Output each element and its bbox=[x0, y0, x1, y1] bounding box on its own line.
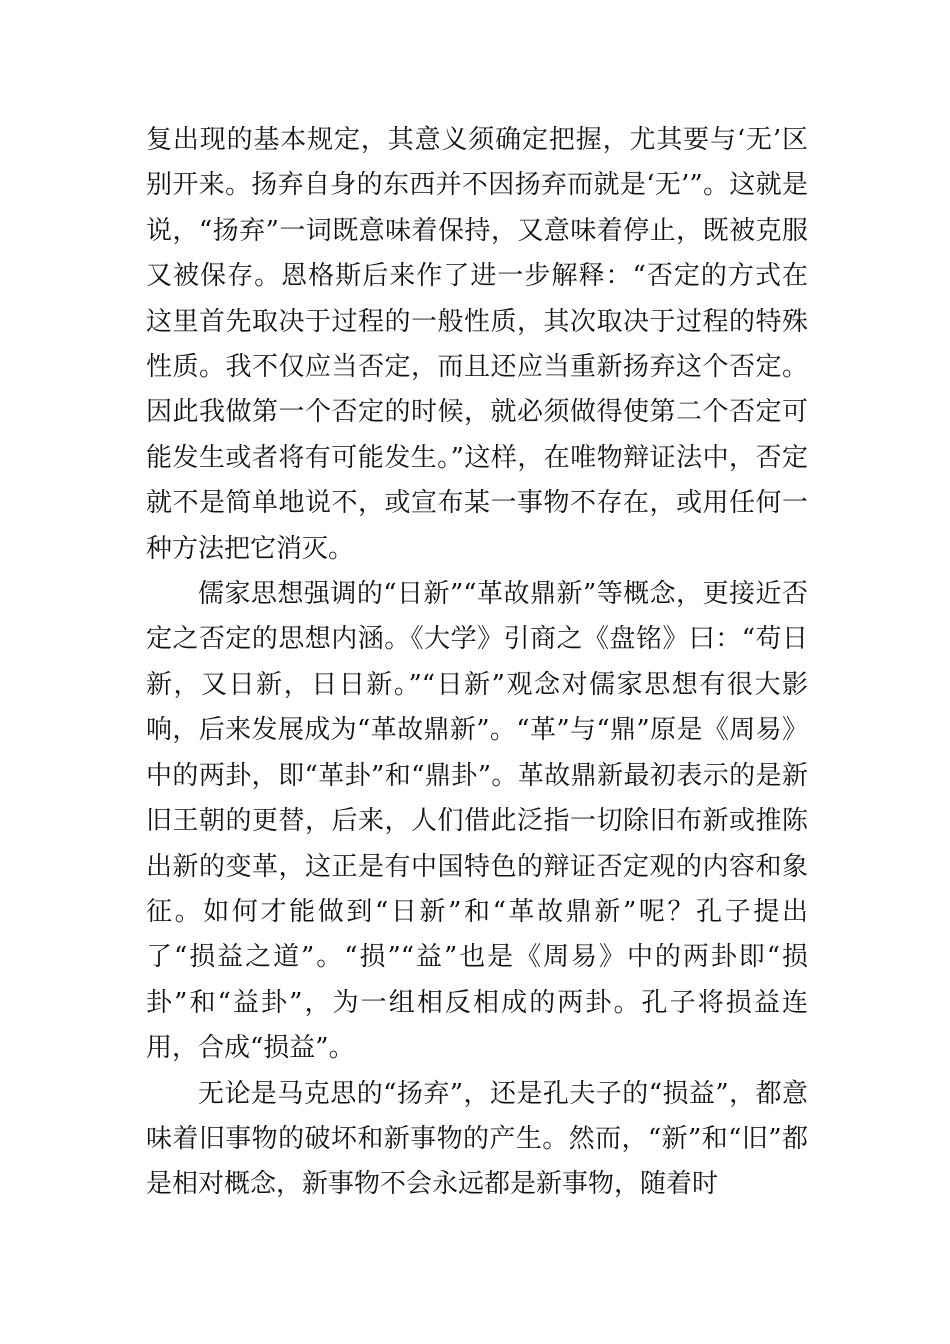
paragraph-confucian-renewal: 儒家思想强调的“日新”“革故鼎新”等概念，更接近否定之否定的思想内涵。《大学》引商之《盘铭》曰：“苟日新，又日新，日日新。”“日新”观念对儒家思想有很大影响，后来发展成为“革故鼎新”。“革”与“鼎”原是《周易》中的两卦，即“革卦”和“鼎卦”。革故鼎新最初表示的是新旧王朝的更替，后来，人们借此泛指一切除旧布新或推陈出新的变革，这正是有中国特色的辩证否定观的内容和象征。如何才能做到“日新”和“革故鼎新”呢？孔子提出了“损益之道”。“损”“益”也是《周易》中的两卦即“损卦”和“益卦”，为一组相反相成的两卦。孔子将损益连用，合成“损益”。 bbox=[146, 579, 808, 1064]
paragraph-continued: 复出现的基本规定，其意义须确定把握，尤其要与‘无’区别开来。扬弃自身的东西并不因扬弃而就是‘无’”。这就是说，“扬弃”一词既意味着保持，又意味着停止，既被克服又被保存。恩格斯后来作了进一步解释：“否定的方式在这里首先取决于过程的一般性质，其次取决于过程的特殊性质。我不仅应当否定，而且还应当重新扬弃这个否定。因此我做第一个否定的时候，就必须做得使第二个否定可能发生或者将有可能发生。”这样，在唯物辩证法中，否定就不是简单地说不，或宣布某一事物不存在，或用任何一种方法把它消灭。 bbox=[146, 125, 808, 564]
paragraph-new-and-old: 无论是马克思的“扬弃”，还是孔夫子的“损益”，都意味着旧事物的破坏和新事物的产生。然而，“新”和“旧”都是相对概念，新事物不会永远都是新事物，随着时 bbox=[146, 1078, 808, 1200]
body-text bbox=[146, 118, 808, 1208]
